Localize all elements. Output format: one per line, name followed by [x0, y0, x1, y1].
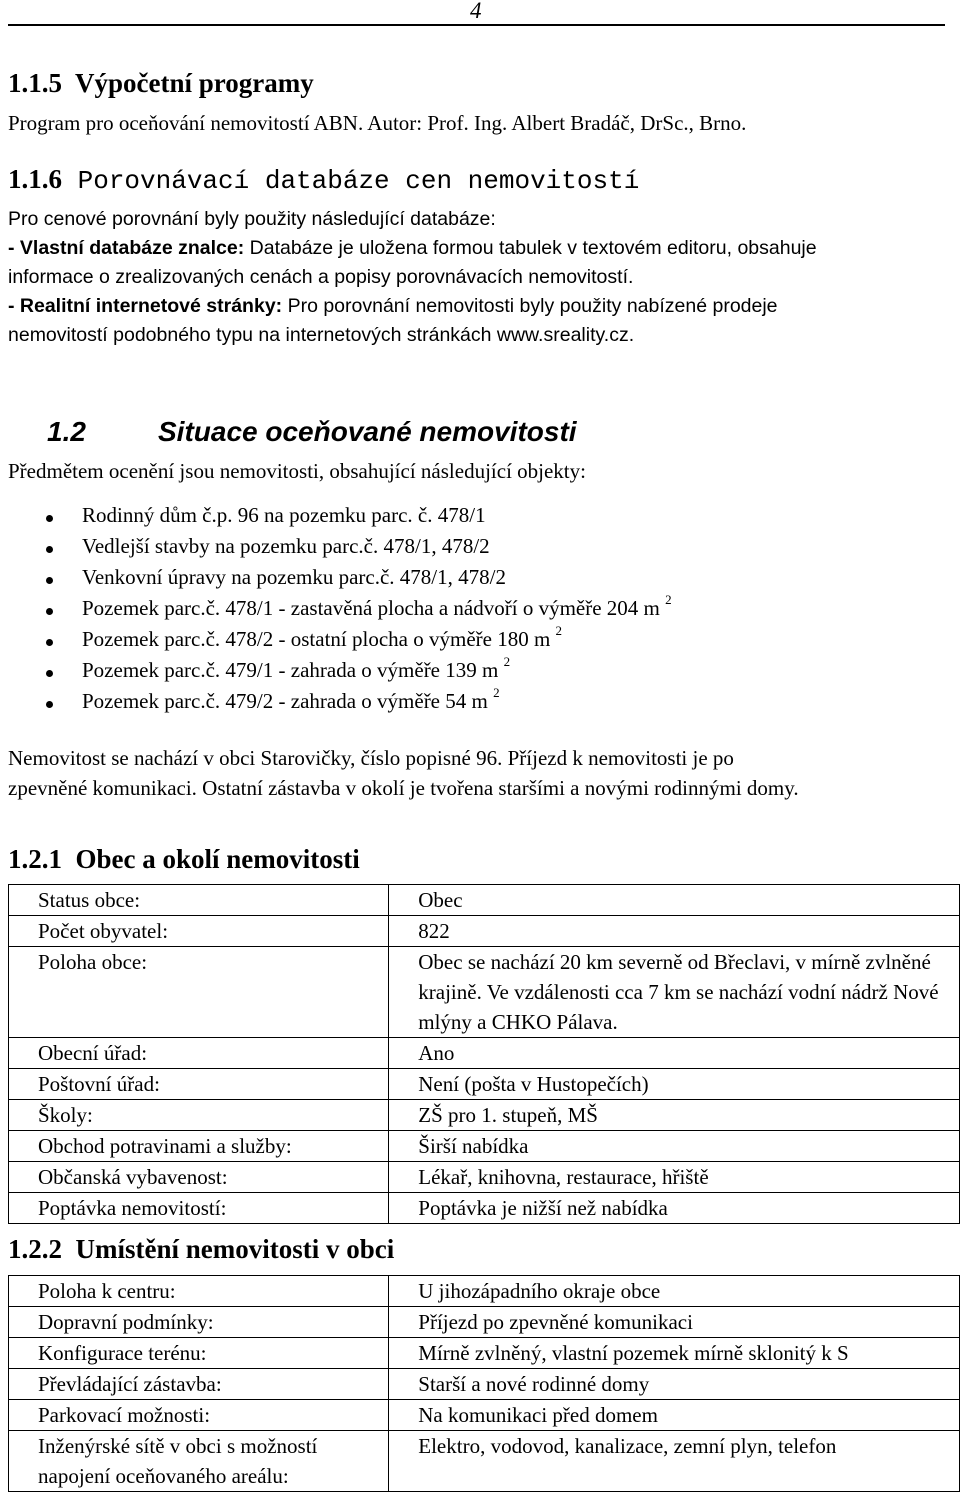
database-intro: Pro cenové porovnání byly použity následující databáze:	[8, 208, 496, 230]
table-row	[9, 1400, 960, 1431]
table-row	[9, 1038, 960, 1069]
table-row	[9, 947, 960, 1038]
heading-1-2-2	[8, 1234, 394, 1265]
row-value: Poptávka je nižší než nabídka	[389, 1193, 960, 1224]
heading-number: 1.1.5	[8, 68, 62, 98]
database-item-label: - Realitní internetové stránky:	[8, 295, 283, 317]
row-label: Počet obyvatel:	[9, 916, 389, 947]
bullet-icon	[46, 608, 53, 615]
row-value: Širší nabídka	[389, 1131, 960, 1162]
row-value: Příjezd po zpevněné komunikaci	[389, 1307, 960, 1338]
row-value: Obec se nachází 20 km severně od Břeclavi, v mírně zvlněné krajině. Ve vzdálenosti cca 7 km se nachází vodní nádrž Nové mlýny a CHKO Pálava.	[389, 947, 960, 1038]
bullet-icon	[46, 515, 53, 522]
list-item: Pozemek parc.č. 478/2 - ostatní plocha o výměře 180 m $^2$	[82, 623, 563, 651]
row-value: Ano	[389, 1038, 960, 1069]
table-row	[9, 1369, 960, 1400]
row-value: U jihozápadního okraje obce	[389, 1276, 960, 1307]
list-item: Pozemek parc.č. 479/1 - zahrada o výměře 139 m $^2$	[82, 654, 511, 682]
heading-1-2-title: Situace oceňované nemovitosti	[158, 416, 577, 447]
database-item-own-line2: informace o zrealizovaných cenách a popisy porovnávacích nemovitostí.	[8, 266, 634, 288]
row-label: Převládající zástavba:	[9, 1369, 389, 1400]
page-number: 4	[470, 0, 482, 23]
municipality-table	[8, 884, 960, 1224]
heading-number: 1.2	[47, 416, 86, 447]
row-label: Poštovní úřad:	[9, 1069, 389, 1100]
table-row	[9, 1069, 960, 1100]
heading-1-1-5	[8, 68, 314, 99]
bullet-icon	[46, 701, 53, 708]
list-item: Pozemek parc.č. 478/1 - zastavěná plocha a nádvoří o výměře 204 m $^2$	[82, 592, 672, 620]
table-row	[9, 1307, 960, 1338]
row-value: Elektro, vodovod, kanalizace, zemní plyn, telefon	[389, 1431, 960, 1492]
list-item: Venkovní úpravy na pozemku parc.č. 478/1, 478/2	[82, 565, 506, 589]
bullet-icon	[46, 670, 53, 677]
programs-text: Program pro oceňování nemovitostí ABN. Autor: Prof. Ing. Albert Bradáč, DrSc., Brno.	[8, 111, 747, 135]
row-value: Starší a nové rodinné domy	[389, 1369, 960, 1400]
row-label: Konfigurace terénu:	[9, 1338, 389, 1369]
database-item-web	[8, 295, 778, 318]
table-row	[9, 1338, 960, 1369]
bullet-icon	[46, 639, 53, 646]
heading-1-1-6	[8, 164, 639, 196]
table-row	[9, 1276, 960, 1307]
row-label: Dopravní podmínky:	[9, 1307, 389, 1338]
list-item: Vedlejší stavby na pozemku parc.č. 478/1, 478/2	[82, 534, 490, 558]
row-label: Inženýrské sítě v obci s možností napojení oceňovaného areálu:	[9, 1431, 389, 1492]
row-label: Obecní úřad:	[9, 1038, 389, 1069]
row-label: Obchod potravinami a služby:	[9, 1131, 389, 1162]
row-value: Mírně zvlněný, vlastní pozemek mírně sklonitý k S	[389, 1338, 960, 1369]
heading-number: 1.2.1	[8, 844, 62, 874]
table-row	[9, 885, 960, 916]
table-row	[9, 1431, 960, 1492]
row-value: 822	[389, 916, 960, 947]
table-row	[9, 1100, 960, 1131]
bullet-icon	[46, 577, 53, 584]
row-label: Status obce:	[9, 885, 389, 916]
row-value: Obec	[389, 885, 960, 916]
database-item-text: Pro porovnání nemovitosti byly použity nabízené prodeje	[282, 295, 778, 317]
row-value: Není (pošta v Hustopečích)	[389, 1069, 960, 1100]
heading-title: Výpočetní programy	[75, 68, 314, 98]
heading-1-2	[47, 416, 86, 448]
table-row	[9, 916, 960, 947]
row-label: Poloha k centru:	[9, 1276, 389, 1307]
heading-1-2-1	[8, 844, 360, 875]
header-rule	[8, 24, 945, 26]
list-item: Rodinný dům č.p. 96 na pozemku parc. č. 478/1	[82, 503, 486, 527]
location-text-line1: Nemovitost se nachází v obci Starovičky, číslo popisné 96. Příjezd k nemovitosti je po	[8, 746, 734, 770]
row-value: ZŠ pro 1. stupeň, MŠ	[389, 1100, 960, 1131]
database-item-own	[8, 237, 817, 260]
database-item-text: Databáze je uložena formou tabulek v textovém editoru, obsahuje	[244, 237, 817, 259]
heading-title: Umístění nemovitosti v obci	[75, 1234, 395, 1264]
table-row	[9, 1162, 960, 1193]
list-item: Pozemek parc.č. 479/2 - zahrada o výměře 54 m $^2$	[82, 685, 500, 713]
location-table	[8, 1275, 960, 1492]
row-label: Poloha obce:	[9, 947, 389, 1038]
row-label: Poptávka nemovitostí:	[9, 1193, 389, 1224]
objects-intro: Předmětem ocenění jsou nemovitosti, obsahující následující objekty:	[8, 459, 586, 483]
table-row	[9, 1193, 960, 1224]
location-text-line2: zpevněné komunikaci. Ostatní zástavba v okolí je tvořena staršími a novými rodinnými domy.	[8, 776, 799, 800]
heading-number: 1.1.6	[8, 164, 62, 194]
row-value: Na komunikaci před domem	[389, 1400, 960, 1431]
heading-title: Obec a okolí nemovitosti	[75, 844, 360, 874]
database-item-label: - Vlastní databáze znalce:	[8, 237, 245, 259]
row-value: Lékař, knihovna, restaurace, hřiště	[389, 1162, 960, 1193]
row-label: Občanská vybavenost:	[9, 1162, 389, 1193]
row-label: Parkovací možnosti:	[9, 1400, 389, 1431]
row-label: Školy:	[9, 1100, 389, 1131]
heading-title: Porovnávací databáze cen nemovitostí	[77, 166, 640, 196]
heading-number: 1.2.2	[8, 1234, 62, 1264]
bullet-icon	[46, 546, 53, 553]
table-row	[9, 1131, 960, 1162]
database-item-web-line2: nemovitostí podobného typu na internetových stránkách www.sreality.cz.	[8, 324, 635, 346]
